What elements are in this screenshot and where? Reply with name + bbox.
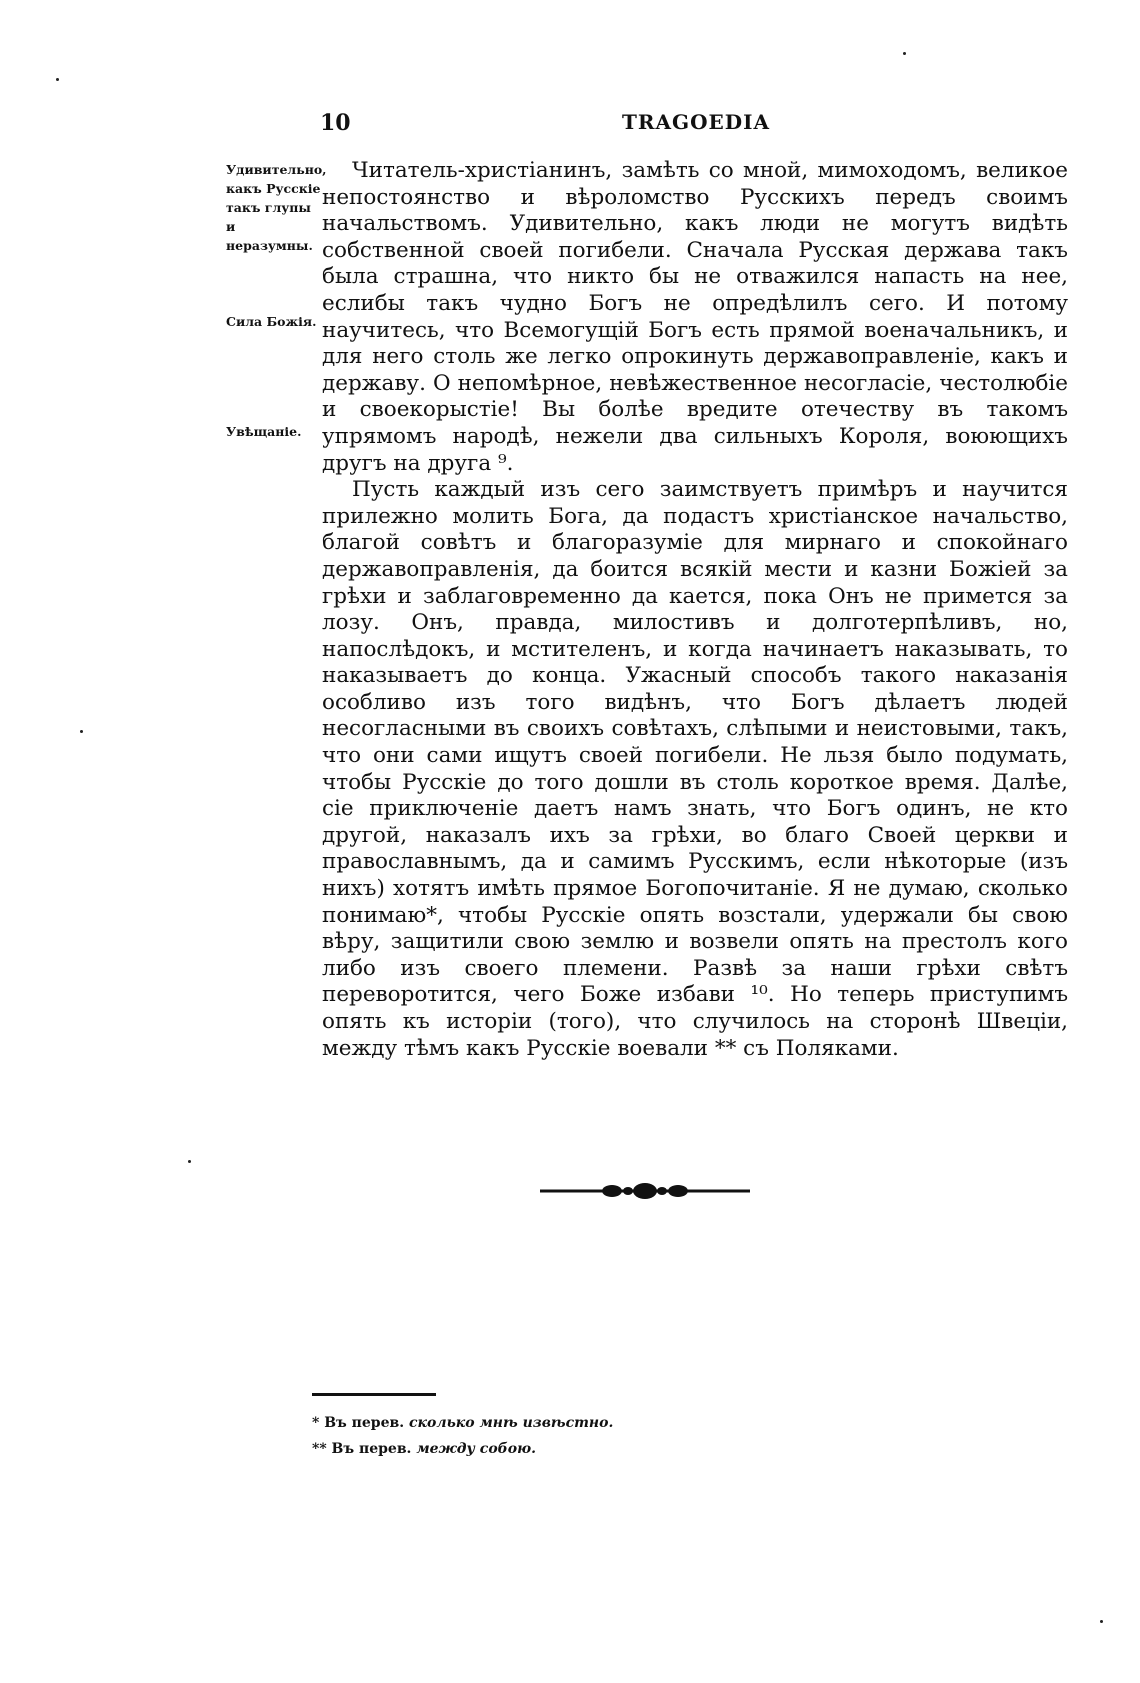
ornament-divider <box>540 1178 750 1204</box>
margin-note: Удивительно, какъ Русскіе такъ глупы и неразумны. <box>226 162 327 253</box>
running-title: TRAGOEDIA <box>622 110 770 134</box>
footnote <box>312 1410 613 1436</box>
scan-speck <box>56 78 59 81</box>
footnote <box>312 1436 613 1462</box>
footnote-prefix: Въ перев. <box>331 1441 412 1457</box>
margin-note: Сила Божія. <box>226 314 317 329</box>
footnote-mark: ** <box>312 1441 327 1457</box>
scan-speck <box>188 1160 191 1163</box>
scan-speck <box>903 52 906 55</box>
paragraph: Пусть каждый изъ сего заимствуетъ примѣръ и научится прилежно молить Бога, да подастъ христіанское начальство, благой совѣтъ и благоразуміе для мирнаго и спокойнаго державоправленія, да боится всякій мести и казни Божіей за грѣхи и заблаговременно да кается, пока Онъ не примется за лозу. Онъ, правда, милостивъ и долготерпѣливъ, но, напослѣдокъ, и мстителенъ, и когда начинаетъ наказывать, то наказываетъ до конца. Ужасный способъ такого наказанія особливо изъ того видѣнъ, что Богъ дѣлаетъ людей несогласными въ своихъ совѣтахъ, слѣпыми и неистовыми, такъ, что они сами ищутъ своей погибели. Не льзя было подумать, чтобы Русскіе до того дошли въ столь короткое время. Далѣе, сіе приключеніе даетъ намъ знать, что Богъ одинъ, не кто другой, наказалъ ихъ за грѣхи, во благо Своей церкви и православнымъ, да и самимъ Русскимъ, если нѣкоторые (изъ нихъ) хотятъ имѣть прямое Богопочитаніе. Я не думаю, сколько понимаю*, чтобы Русскіе опять возстали, удержали бы свою вѣру, защитили свою землю и возвели опять на престолъ кого либо изъ своего племени. Развѣ за наши грѣхи свѣтъ переворотится, чего Боже избави ¹⁰. Но теперь приступимъ опять къ исторіи (того), что случилось на сторонѣ Швеціи, между тѣмъ какъ Русскіе воевали ** съ Поляками. <box>322 477 1068 1061</box>
footnotes <box>312 1410 613 1462</box>
footnote-prefix: Въ перев. <box>324 1415 405 1431</box>
footnote-mark: * <box>312 1415 320 1431</box>
footnote-rule <box>312 1393 436 1396</box>
scan-speck <box>1100 1620 1103 1623</box>
footnote-text: между собою. <box>416 1441 536 1457</box>
body-text <box>322 158 1068 1062</box>
footnote-text: сколько мнѣ извѣстно. <box>408 1415 614 1431</box>
page-number: 10 <box>320 110 351 136</box>
margin-note: Увѣщаніе. <box>226 424 302 439</box>
scan-speck <box>80 730 83 733</box>
paragraph: Читатель-христіанинъ, замѣть со мной, мимоходомъ, великое непостоянство и вѣроломство Русскихъ передъ своимъ начальствомъ. Удивительно, какъ люди не могутъ видѣть собственной своей погибели. Сначала Русская держава такъ была страшна, что никто бы не отважился напасть на нее, еслибы такъ чудно Богъ не опредѣлилъ сего. И потому научитесь, что Всемогущій Богъ есть прямой военачальникъ, и для него столь же легко опрокинуть державоправленіе, какъ и державу. О непомѣрное, невѣжественное несогласіе, честолюбіе и своекорыстіе! Вы болѣе вредите отечеству въ такомъ упрямомъ народѣ, нежели два сильныхъ Короля, воюющихъ другъ на друга ⁹. <box>322 158 1068 476</box>
